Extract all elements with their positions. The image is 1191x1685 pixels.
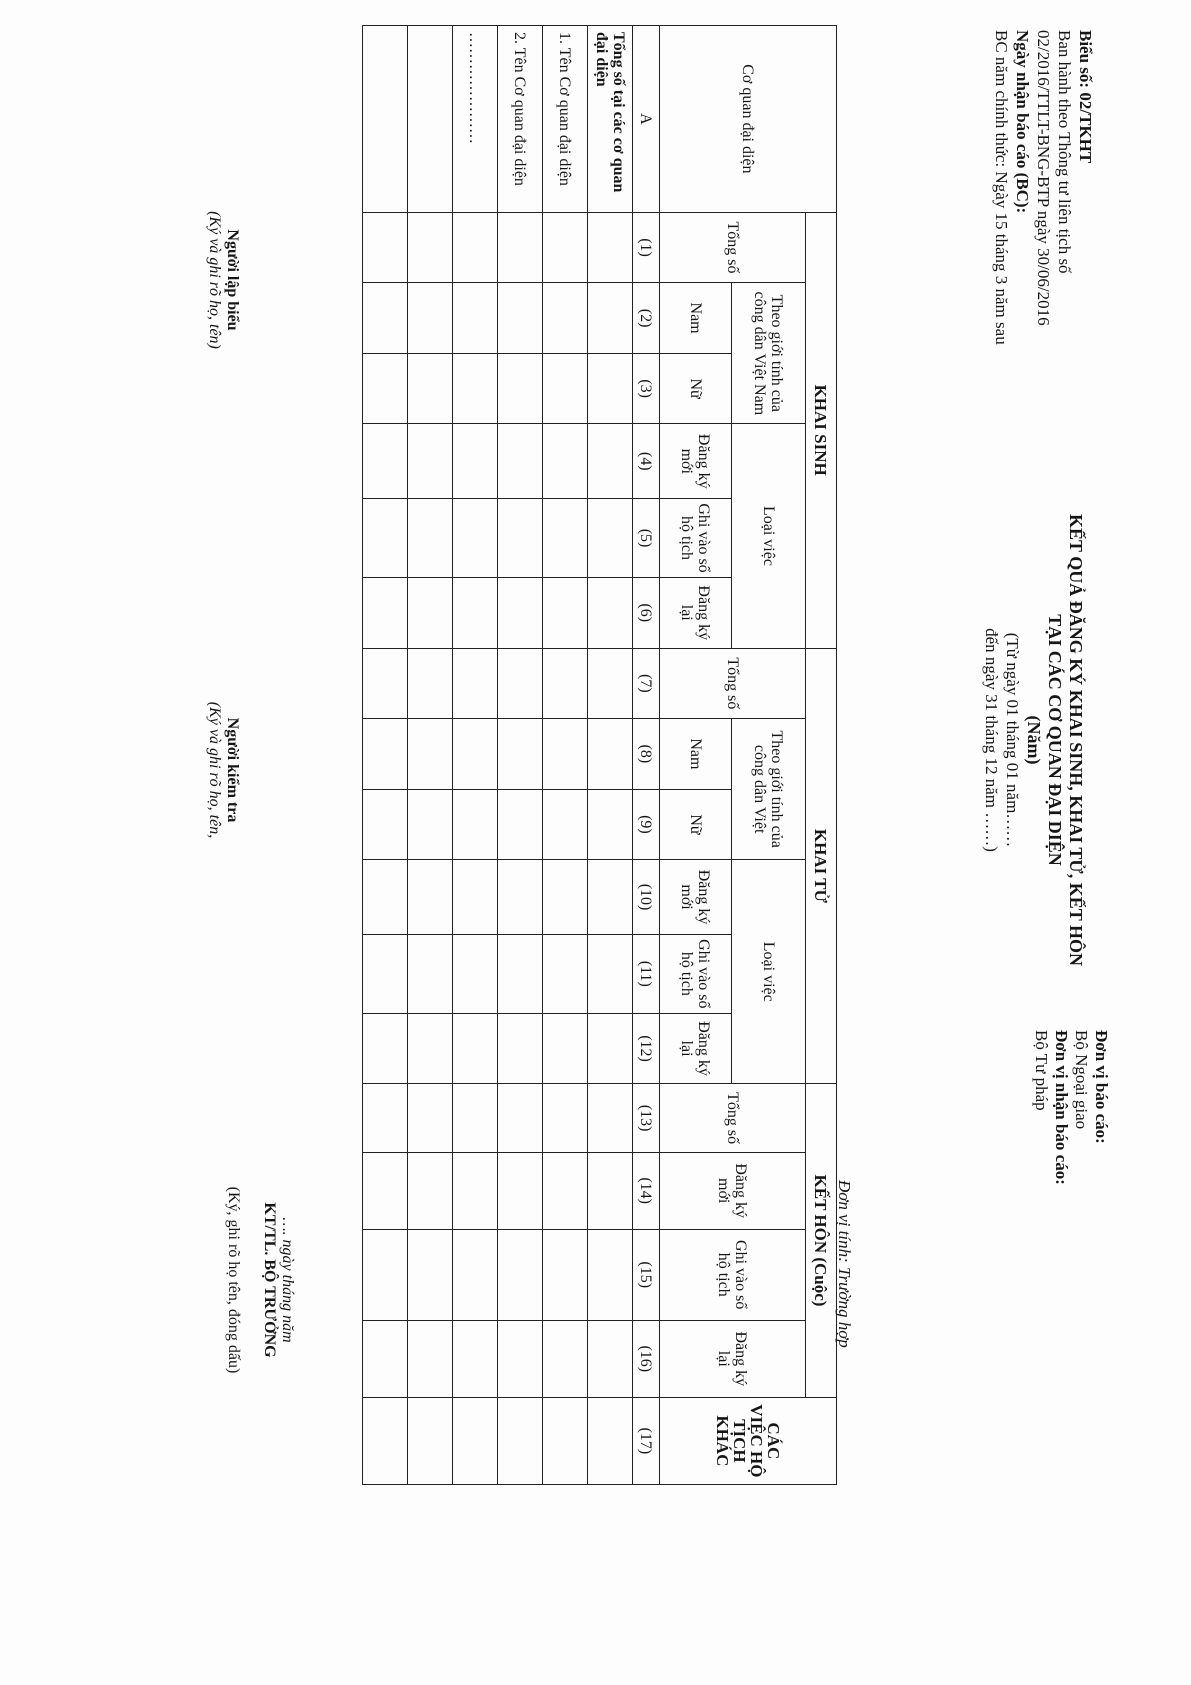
table-cell[interactable] (498, 648, 543, 719)
minister-signature (224, 1100, 296, 1460)
table-cell[interactable] (588, 719, 633, 790)
row-label: Tổng số tại các cơ quan đại diện (588, 26, 633, 213)
header-kt-female: Nữ (660, 789, 732, 860)
header-ket-hon: KẾT HÔN (Cuộc) (806, 1084, 837, 1397)
col-num: (9) (633, 789, 660, 860)
table-cell[interactable] (588, 1229, 633, 1320)
row-label: ………………… (453, 26, 498, 213)
table-cell[interactable] (408, 1013, 453, 1084)
table-row (453, 26, 498, 1485)
col-num: (13) (633, 1084, 660, 1152)
table-cell[interactable] (543, 1084, 588, 1152)
table-cell[interactable] (543, 860, 588, 935)
table-cell[interactable] (363, 1320, 408, 1397)
table-cell[interactable] (408, 1397, 453, 1484)
header-ks-reregister: Đăng ký lại (660, 577, 732, 648)
table-cell[interactable] (588, 353, 633, 424)
table-cell[interactable] (363, 860, 408, 935)
table-cell[interactable] (408, 1152, 453, 1229)
table-cell[interactable] (453, 1229, 498, 1320)
table-cell[interactable] (453, 1013, 498, 1084)
table-cell[interactable] (498, 1152, 543, 1229)
table-cell[interactable] (408, 934, 453, 1013)
table-cell[interactable] (498, 719, 543, 790)
table-cell[interactable] (543, 577, 588, 648)
table-cell[interactable] (588, 1397, 633, 1484)
table-cell[interactable] (363, 353, 408, 424)
table-cell[interactable] (363, 1229, 408, 1320)
header-kh-total: Tổng số (660, 1084, 806, 1152)
col-num: (7) (633, 648, 660, 719)
table-cell[interactable] (543, 283, 588, 354)
table-cell[interactable] (408, 499, 453, 578)
table-cell[interactable] (453, 499, 498, 578)
table-cell[interactable] (543, 789, 588, 860)
table-cell[interactable] (588, 1320, 633, 1397)
table-cell[interactable] (588, 648, 633, 719)
table-body (363, 26, 633, 1485)
table-cell[interactable] (498, 1397, 543, 1484)
table-cell[interactable] (408, 860, 453, 935)
table-cell[interactable] (363, 648, 408, 719)
table-cell[interactable] (453, 719, 498, 790)
table-cell[interactable] (543, 648, 588, 719)
table-cell[interactable] (453, 212, 498, 283)
row-label: 2. Tên Cơ quan đại diện (498, 26, 543, 213)
col-num: (15) (633, 1229, 660, 1320)
report-unit-label: Đơn vị báo cáo: (1092, 1030, 1111, 1144)
table-row (498, 26, 543, 1485)
table-cell[interactable] (363, 212, 408, 283)
col-num: (11) (633, 934, 660, 1013)
row-label (363, 26, 408, 213)
table-cell[interactable] (363, 1397, 408, 1484)
table-cell[interactable] (453, 1320, 498, 1397)
header-khai-sinh: KHAI SINH (806, 212, 837, 648)
table-cell[interactable] (498, 1084, 543, 1152)
header-row-1 (806, 26, 837, 1485)
header-other-civil: CÁC VIỆC HỘ TỊCH KHÁC (660, 1397, 837, 1484)
table-cell[interactable] (408, 789, 453, 860)
table-cell[interactable] (408, 353, 453, 424)
title-line-3: (Năm) (1024, 715, 1044, 765)
header-ks-total: Tổng số (660, 212, 806, 283)
table-row (408, 26, 453, 1485)
table-cell[interactable] (363, 1013, 408, 1084)
report-title (981, 460, 1086, 1020)
table-cell[interactable] (363, 934, 408, 1013)
column-number-row (633, 26, 660, 1485)
table-cell[interactable] (453, 283, 498, 354)
table-cell[interactable] (363, 1152, 408, 1229)
header-kh-reregister: Đăng ký lại (660, 1320, 806, 1397)
row-label (408, 26, 453, 213)
table-cell[interactable] (453, 789, 498, 860)
table-cell[interactable] (588, 1152, 633, 1229)
receive-date-label: Ngày nhận báo cáo (BC): (1013, 30, 1032, 214)
table-cell[interactable] (453, 353, 498, 424)
receive-unit-value: Bộ Tư pháp (1032, 1030, 1051, 1111)
table-cell[interactable] (543, 1397, 588, 1484)
table-row (363, 26, 408, 1485)
header-kt-reregister: Đăng ký lại (660, 1013, 732, 1084)
table-cell[interactable] (498, 789, 543, 860)
table-cell[interactable] (588, 1013, 633, 1084)
col-num: A (633, 26, 660, 213)
col-num: (5) (633, 499, 660, 578)
table-cell[interactable] (408, 424, 453, 499)
header-agency: Cơ quan đại diện (660, 26, 837, 213)
header-ks-gender: Theo giới tính của công dân Việt Nam (732, 283, 806, 424)
header-kh-record: Ghi vào sổ hộ tịch (660, 1229, 806, 1320)
table-cell[interactable] (363, 499, 408, 578)
col-num: (6) (633, 577, 660, 648)
header-kt-total: Tổng số (660, 648, 806, 719)
statistics-table (362, 25, 837, 1485)
table-cell[interactable] (498, 1229, 543, 1320)
table-cell[interactable] (408, 283, 453, 354)
preparer-title: Người lập biểu (224, 229, 241, 331)
checker-signature (205, 620, 241, 920)
row-label: 1. Tên Cơ quan đại diện (543, 26, 588, 213)
header-ks-male: Nam (660, 283, 732, 354)
table-cell[interactable] (543, 1013, 588, 1084)
form-header-left (991, 30, 1096, 410)
header-kt-type: Loại việc (732, 860, 806, 1084)
table-cell[interactable] (543, 424, 588, 499)
table-cell[interactable] (408, 648, 453, 719)
table-cell[interactable] (588, 860, 633, 935)
table-cell[interactable] (408, 212, 453, 283)
table-cell[interactable] (363, 283, 408, 354)
table-cell[interactable] (453, 934, 498, 1013)
table-cell[interactable] (453, 577, 498, 648)
table-cell[interactable] (543, 1320, 588, 1397)
table-cell[interactable] (543, 934, 588, 1013)
col-num: (16) (633, 1320, 660, 1397)
table-cell[interactable] (453, 1084, 498, 1152)
col-num: (14) (633, 1152, 660, 1229)
report-unit-value: Bộ Ngoại giao (1072, 1030, 1091, 1130)
table-cell[interactable] (588, 283, 633, 354)
table-row (588, 26, 633, 1485)
header-ks-new: Đăng ký mới (660, 424, 732, 499)
table-cell[interactable] (543, 499, 588, 578)
header-kt-record: Ghi vào sổ hộ tịch (660, 934, 732, 1013)
col-num: (8) (633, 719, 660, 790)
col-num: (3) (633, 353, 660, 424)
table-row (543, 26, 588, 1485)
minister-title: KT/TL. BỘ TRƯỞNG (261, 1202, 278, 1358)
table-cell[interactable] (363, 1084, 408, 1152)
table-cell[interactable] (453, 860, 498, 935)
table-cell[interactable] (498, 424, 543, 499)
table-cell[interactable] (408, 1229, 453, 1320)
col-num: (1) (633, 212, 660, 283)
col-num: (10) (633, 860, 660, 935)
checker-note: (Ký và ghi rõ họ, tên, (206, 701, 223, 839)
receive-unit-label: Đơn vị nhận báo cáo: (1052, 1030, 1071, 1185)
header-row-2 (732, 26, 806, 1485)
issued-by-line-1: Ban hành theo Thông tư liên tịch số (1055, 30, 1074, 274)
header-ks-type: Loại việc (732, 424, 806, 648)
header-kt-gender: Theo giới tính của công dân Việt (732, 719, 806, 860)
table-cell[interactable] (543, 1229, 588, 1320)
table-cell[interactable] (363, 789, 408, 860)
col-num: (4) (633, 424, 660, 499)
header-kh-new: Đăng ký mới (660, 1152, 806, 1229)
issued-by-line-2: 02/2016/TTLT-BNG-BTP ngày 30/06/2016 (1034, 30, 1053, 326)
col-num: (17) (633, 1397, 660, 1484)
table-cell[interactable] (498, 212, 543, 283)
table-cell[interactable] (588, 212, 633, 283)
table-cell[interactable] (453, 424, 498, 499)
table-cell[interactable] (453, 1397, 498, 1484)
table-cell[interactable] (363, 577, 408, 648)
table-cell[interactable] (543, 353, 588, 424)
table-cell[interactable] (588, 1084, 633, 1152)
form-header-right (1031, 1030, 1111, 1350)
checker-title: Người kiểm tra (224, 717, 241, 823)
table-cell[interactable] (453, 1152, 498, 1229)
minister-note: (Ký, ghi rõ họ tên, đóng dấu) (225, 1186, 242, 1374)
table-cell[interactable] (588, 934, 633, 1013)
header-ks-record: Ghi vào sổ hộ tịch (660, 499, 732, 578)
table-cell[interactable] (498, 934, 543, 1013)
header-kt-new: Đăng ký mới (660, 860, 732, 935)
date-line: …. ngày tháng năm (279, 1217, 296, 1343)
table-cell[interactable] (588, 499, 633, 578)
table-cell[interactable] (498, 860, 543, 935)
table-cell[interactable] (588, 424, 633, 499)
title-line-5: đến ngày 31 tháng 12 năm ……) (982, 628, 1001, 852)
col-num: (2) (633, 283, 660, 354)
measure-unit: Đơn vị tính: Trường hợp (835, 1180, 854, 1348)
title-line-1: KẾT QUẢ ĐĂNG KÝ KHAI SINH, KHAI TỬ, KẾT HÔN (1066, 514, 1086, 966)
table-cell[interactable] (408, 719, 453, 790)
table-cell[interactable] (453, 648, 498, 719)
table-cell[interactable] (363, 719, 408, 790)
table-cell[interactable] (498, 499, 543, 578)
table-cell[interactable] (498, 1320, 543, 1397)
table-cell[interactable] (498, 577, 543, 648)
table-cell[interactable] (543, 212, 588, 283)
table-cell[interactable] (363, 424, 408, 499)
header-kt-male: Nam (660, 719, 732, 790)
title-line-4: (Từ ngày 01 tháng 01 năm…… (1003, 632, 1022, 848)
form-code: Biểu số: 02/TKHT (1076, 30, 1095, 164)
col-num: (12) (633, 1013, 660, 1084)
title-line-2: TẠI CÁC CƠ QUAN ĐẠI DIỆN (1045, 614, 1065, 866)
header-ks-female: Nữ (660, 353, 732, 424)
table-cell[interactable] (408, 1320, 453, 1397)
receive-date-value: BC năm chính thức: Ngày 15 tháng 3 năm sau (992, 30, 1011, 345)
table-cell[interactable] (498, 353, 543, 424)
table-cell[interactable] (498, 283, 543, 354)
header-khai-tu: KHAI TỬ (806, 648, 837, 1084)
preparer-signature (205, 130, 241, 430)
table-cell[interactable] (588, 789, 633, 860)
table-cell[interactable] (498, 1013, 543, 1084)
preparer-note: (Ký và ghi rõ họ, tên) (206, 211, 223, 349)
table-cell[interactable] (408, 1084, 453, 1152)
table-cell[interactable] (408, 577, 453, 648)
table-cell[interactable] (543, 719, 588, 790)
table-cell[interactable] (543, 1152, 588, 1229)
table-cell[interactable] (588, 577, 633, 648)
